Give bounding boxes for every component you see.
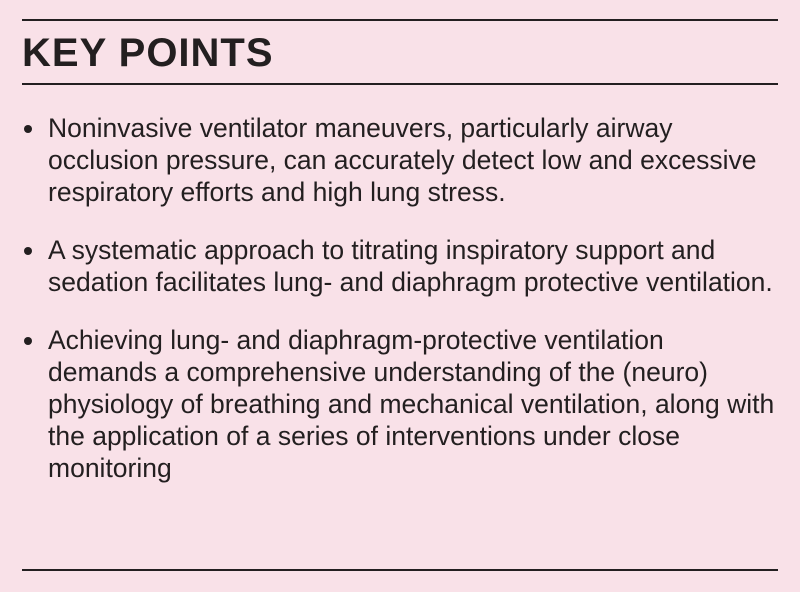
- key-point-text: Noninvasive ventilator maneuvers, particularly airway occlusion pressure, can accurately detect low and excessive respiratory efforts and high lung stress.: [48, 113, 757, 207]
- bottom-rule: [22, 569, 778, 571]
- key-point-item: [22, 234, 778, 298]
- title-divider: [22, 83, 778, 85]
- top-rule: [22, 19, 778, 21]
- bullet-icon: [24, 247, 32, 255]
- bullet-icon: [24, 125, 32, 133]
- key-point-item: [22, 324, 778, 484]
- key-points-list: [22, 112, 778, 484]
- bullet-icon: [24, 337, 32, 345]
- key-points-title: KEY POINTS: [22, 31, 274, 75]
- key-point-text: A systematic approach to titrating inspiratory support and sedation facilitates lung- and diaphragm protective ventilation.: [48, 235, 773, 297]
- key-point-item: [22, 112, 778, 208]
- key-point-text: Achieving lung- and diaphragm-protective ventilation demands a comprehensive understanding of the (neuro) physiology of breathing and mechanical ventilation, along with the application of a series of interventions under close monitoring: [48, 325, 775, 483]
